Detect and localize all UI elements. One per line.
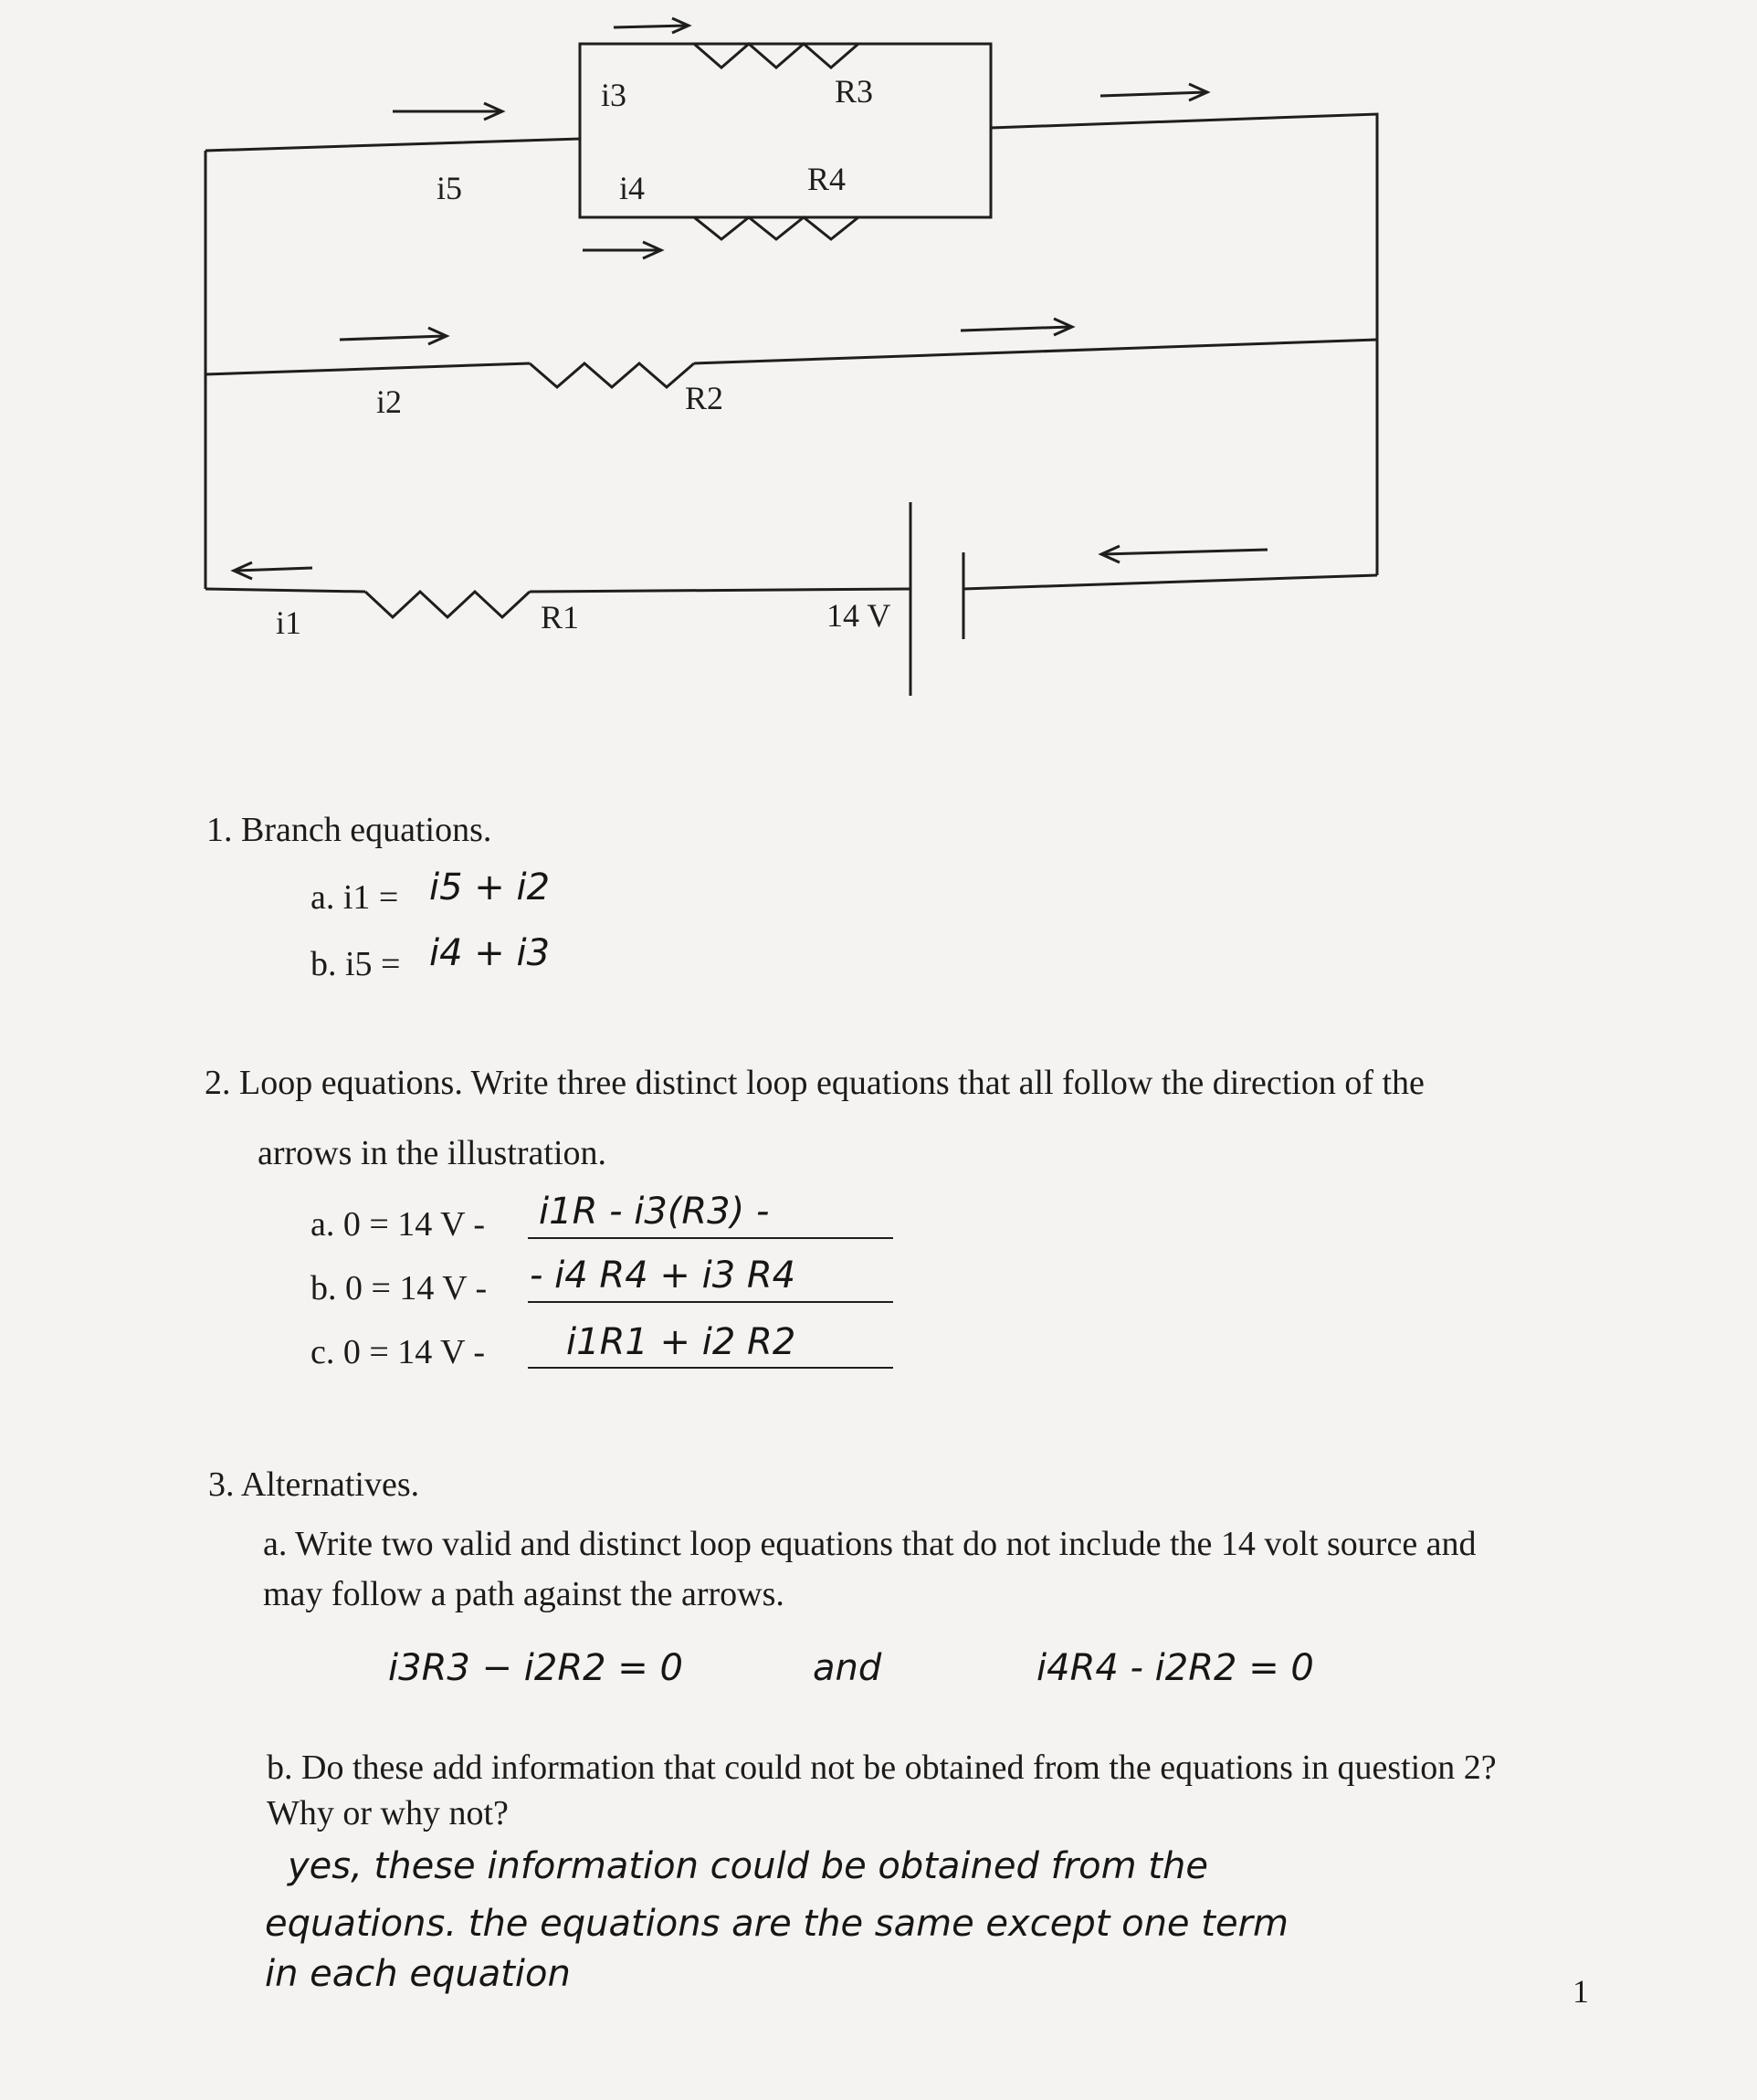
q3-b-line1: b. Do these add information that could not be obtained from the equations in question 2? (267, 1748, 1497, 1787)
q2-a-underline (528, 1237, 893, 1239)
q3-a-line2: may follow a path against the arrows. (263, 1575, 784, 1613)
q2-b-underline (528, 1301, 893, 1303)
q3-answer-line1: yes, these information could be obtained from the (288, 1845, 1208, 1887)
arrow-top-right (1100, 84, 1207, 100)
q3-answer-line2: equations. the equations are the same except one term (265, 1903, 1289, 1945)
bottom-wire-left (205, 589, 365, 592)
top-branch-wire (205, 44, 991, 217)
label-r1: R1 (541, 599, 580, 635)
arrow-i1 (234, 562, 312, 579)
q3-equation-2: i4R4 - i2R2 = 0 (1036, 1647, 1314, 1689)
resistor-r3 (694, 44, 858, 68)
label-r4: R4 (807, 161, 847, 197)
label-i1: i1 (276, 604, 302, 641)
q1-b-answer: i4 + i3 (429, 932, 551, 974)
resistor-r2 (530, 363, 694, 387)
q1-a-label: a. i1 = (310, 878, 399, 917)
label-i4: i4 (619, 170, 646, 206)
circuit-diagram (0, 0, 1757, 803)
q2-b-answer: - i4 R4 + i3 R4 (530, 1255, 796, 1297)
q3-b-line2: Why or why not? (267, 1794, 509, 1832)
middle-wire-left (205, 363, 530, 374)
bottom-wire-mid (530, 589, 910, 592)
label-i3: i3 (601, 77, 627, 113)
resistor-r4 (694, 217, 858, 239)
label-i5: i5 (437, 170, 463, 206)
arrow-i3 (614, 18, 689, 33)
arrow-i4 (583, 242, 661, 258)
q2-title-line2: arrows in the illustration. (258, 1134, 607, 1172)
arrow-middle-right (961, 319, 1072, 335)
q2-title-line1: 2. Loop equations. Write three distinct loop equations that all follow the direction of the (205, 1064, 1425, 1102)
middle-wire-right (694, 340, 1377, 363)
q2-c-label: c. 0 = 14 V - (310, 1333, 486, 1371)
arrow-bottom-right (1101, 546, 1268, 562)
q3-title: 3. Alternatives. (208, 1465, 420, 1504)
q3-a-line1: a. Write two valid and distinct loop equations that do not include the 14 volt source and (263, 1525, 1477, 1563)
page-number: 1 (1573, 1973, 1589, 2010)
q2-c-underline (528, 1367, 893, 1369)
q2-a-label: a. 0 = 14 V - (310, 1205, 486, 1244)
arrow-i5 (393, 103, 502, 120)
arrow-i2 (340, 328, 447, 344)
q2-b-label: b. 0 = 14 V - (310, 1269, 488, 1307)
q3-answer-line3: in each equation (265, 1953, 571, 1995)
label-r2: R2 (685, 380, 724, 416)
resistor-r1 (365, 592, 530, 617)
q2-a-answer: i1R - i3(R3) - (539, 1191, 770, 1233)
bottom-wire-right (963, 575, 1377, 589)
q1-a-answer: i5 + i2 (429, 866, 551, 908)
q3-equation-1: i3R3 − i2R2 = 0 (388, 1647, 683, 1689)
q1-title: 1. Branch equations. (206, 811, 492, 849)
right-wire (991, 114, 1377, 575)
q3-and: and (813, 1647, 882, 1689)
label-i2: i2 (376, 383, 403, 420)
label-r3: R3 (835, 73, 874, 110)
q1-b-label: b. i5 = (310, 945, 401, 983)
label-source-voltage: 14 V (826, 597, 891, 634)
q2-c-answer: i1R1 + i2 R2 (566, 1321, 796, 1363)
